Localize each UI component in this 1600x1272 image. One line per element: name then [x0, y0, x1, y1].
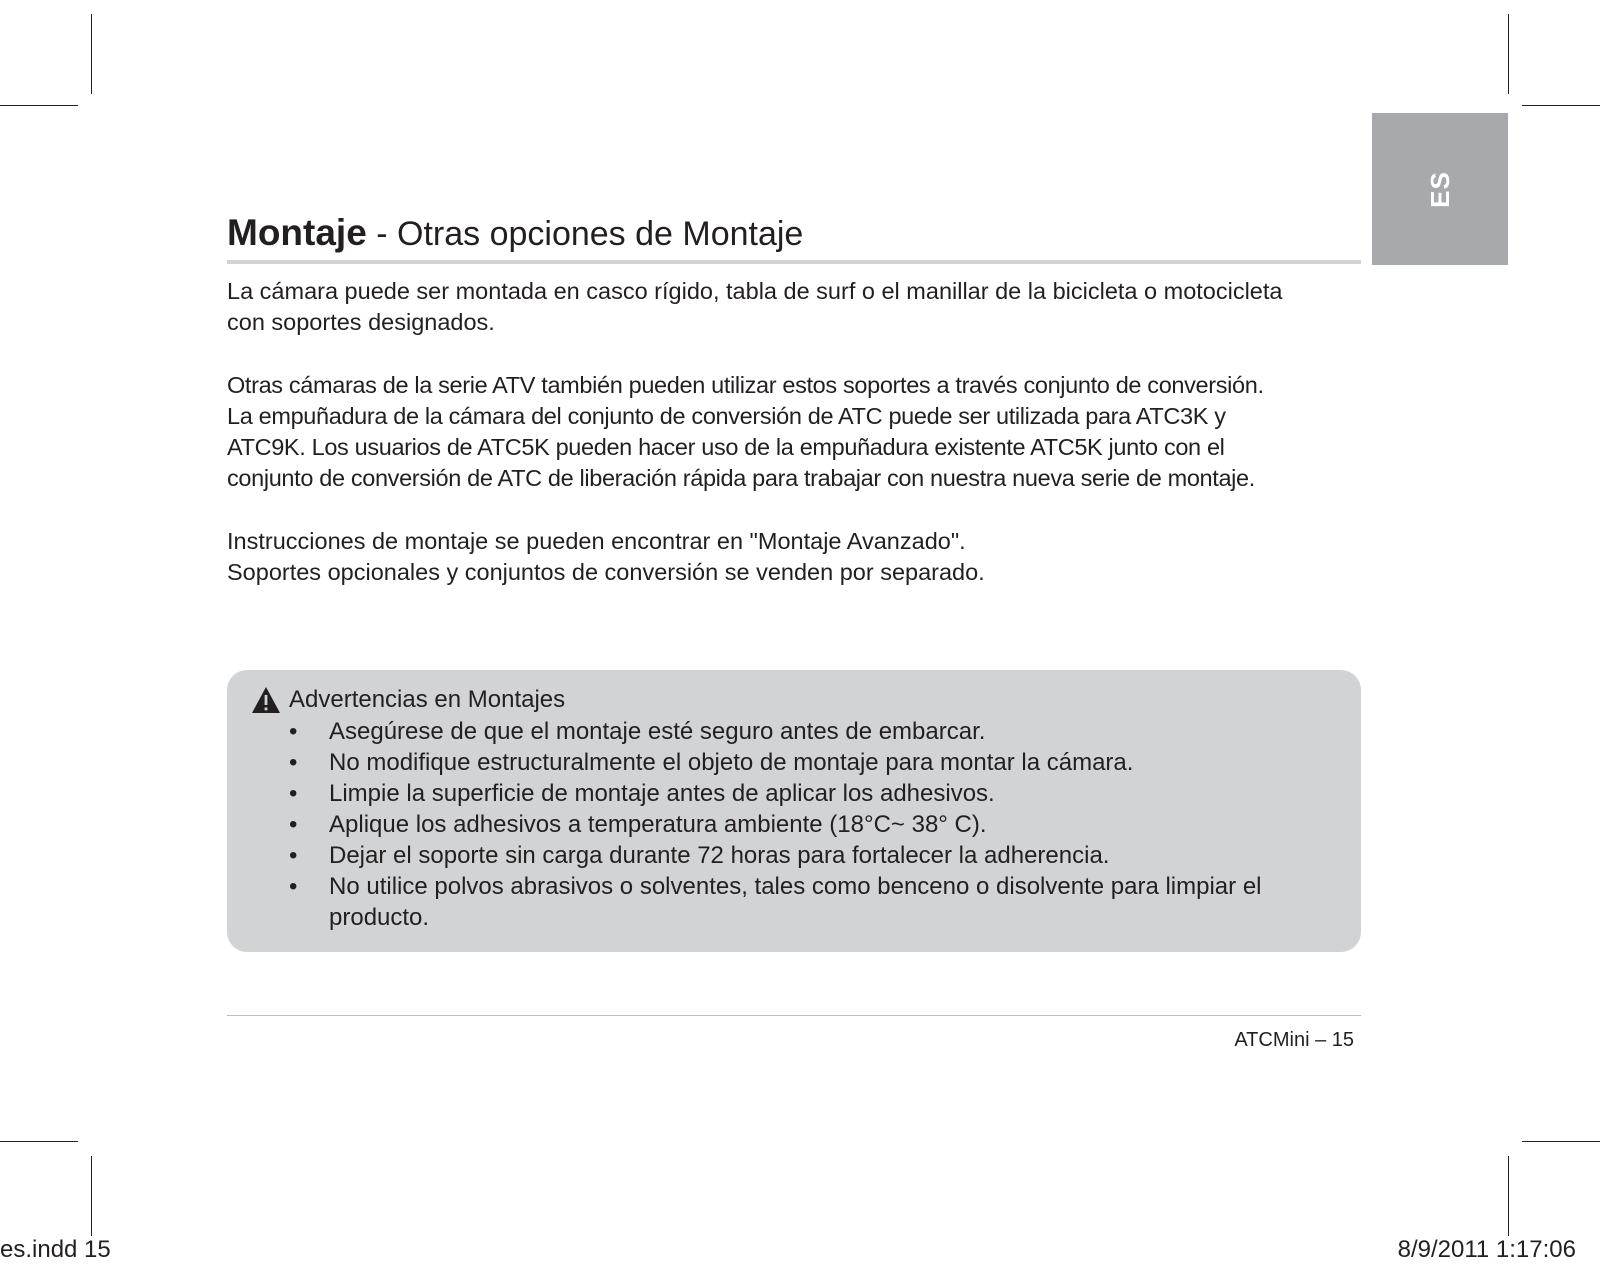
- paragraph-line: con soportes designados.: [227, 309, 495, 335]
- bullet: •: [289, 842, 298, 869]
- footer-rule: [227, 1015, 1361, 1016]
- list-item: [289, 747, 1349, 778]
- list-item-text: Dejar el soporte sin carga durante 72 horas para fortalecer la adherencia.: [329, 842, 1110, 869]
- warning-box: [227, 670, 1361, 952]
- footer-page-number: ATCMini – 15: [1234, 1029, 1354, 1051]
- bullet: •: [289, 873, 298, 900]
- bullet: •: [289, 811, 298, 838]
- page-title: [227, 212, 1361, 255]
- warning-icon: [251, 686, 281, 714]
- language-tab: [1372, 113, 1508, 265]
- list-item: [289, 809, 1349, 840]
- slug-timestamp: 8/9/2011 1:17:06: [1397, 1236, 1576, 1263]
- page-title-bold: Montaje: [227, 212, 367, 253]
- crop-mark: [91, 1156, 92, 1236]
- bullet: •: [289, 718, 298, 745]
- list-item-text: No utilice polvos abrasivos o solventes, tales como benceno o disolvente para limpiar el producto.: [329, 873, 1262, 931]
- list-item-text: No modifique estructuralmente el objeto de montaje para montar la cámara.: [329, 749, 1134, 776]
- paragraph-line: Soportes opcionales y conjuntos de conversión se venden por separado.: [227, 559, 985, 585]
- bullet: •: [289, 780, 298, 807]
- warning-heading-text: Advertencias en Montajes: [289, 686, 566, 713]
- slug-filename: es.indd 15: [0, 1236, 111, 1263]
- list-item: [289, 778, 1349, 809]
- paragraph-instructions: [227, 526, 1367, 588]
- paragraph-line: Otras cámaras de la serie ATV también pueden utilizar estos soportes a través conjunto de conversión.: [227, 372, 1264, 398]
- paragraph-line: conjunto de conversión de ATC de liberación rápida para trabajar con nuestra nueva serie de montaje.: [227, 465, 1255, 491]
- bullet: •: [289, 749, 298, 776]
- list-item: [289, 871, 1349, 933]
- title-underline: [227, 260, 1361, 264]
- paragraph-compat: [227, 370, 1367, 494]
- list-item: [289, 840, 1349, 871]
- paragraph-line: La empuñadura de la cámara del conjunto de conversión de ATC puede ser utilizada para ATC3K y: [227, 403, 1226, 429]
- warning-list: [289, 716, 1349, 933]
- language-tab-label: ES: [1424, 170, 1455, 208]
- list-item-text: Asegúrese de que el montaje esté seguro antes de embarcar.: [329, 718, 986, 745]
- list-item-text: Aplique los adhesivos a temperatura ambiente (18°C~ 38° C).: [329, 811, 987, 838]
- page-title-subtitle: - Otras opciones de Montaje: [366, 215, 804, 253]
- crop-mark: [1508, 1156, 1509, 1236]
- list-item: [289, 716, 1349, 747]
- crop-mark: [1522, 1141, 1600, 1142]
- crop-mark: [1522, 105, 1600, 106]
- paragraph-line: ATC9K. Los usuarios de ATC5K pueden hacer uso de la empuñadura existente ATC5K junto con el: [227, 434, 1225, 460]
- list-item-text: Limpie la superficie de montaje antes de aplicar los adhesivos.: [329, 780, 995, 807]
- warning-heading: [251, 684, 565, 715]
- crop-mark: [91, 14, 92, 94]
- paragraph-line: Instrucciones de montaje se pueden encontrar en "Montaje Avanzado".: [227, 528, 966, 554]
- crop-mark: [0, 105, 78, 106]
- paragraph-intro: [227, 276, 1367, 338]
- crop-mark: [0, 1141, 78, 1142]
- crop-mark: [1508, 14, 1509, 94]
- paragraph-line: La cámara puede ser montada en casco rígido, tabla de surf o el manillar de la bicicleta o motocicleta: [227, 278, 1283, 304]
